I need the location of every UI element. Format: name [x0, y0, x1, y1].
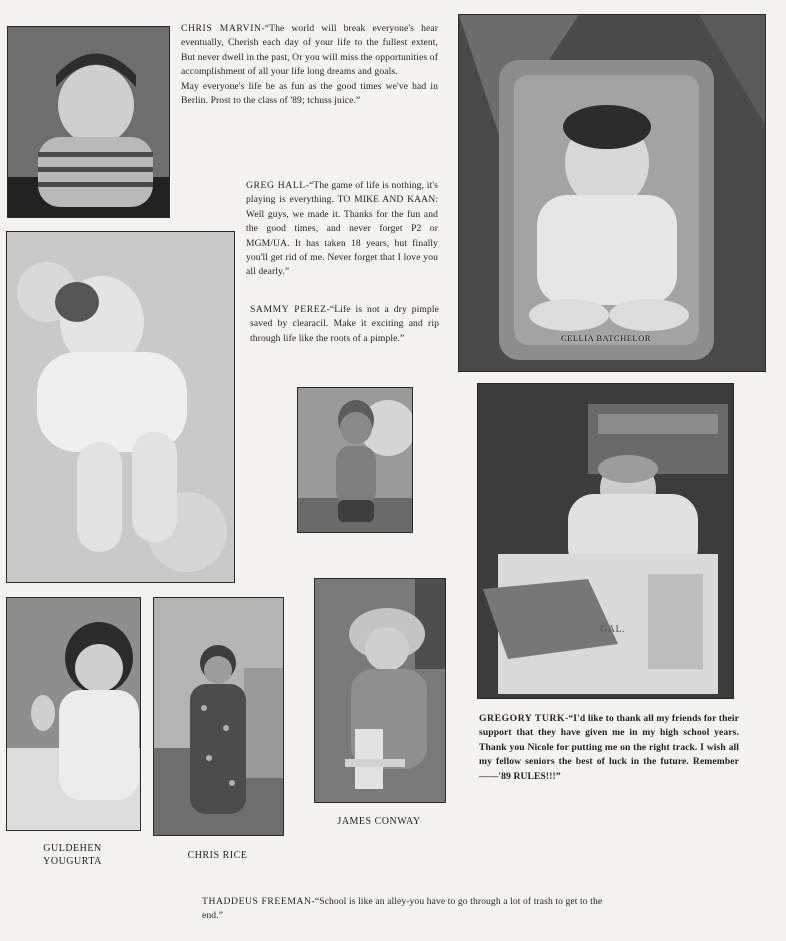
baby-on-blanket-image	[7, 232, 234, 582]
quote-gregory-turk	[479, 712, 739, 784]
photo-chris-marvin	[7, 26, 170, 218]
quote-chris-marvin	[181, 22, 438, 108]
shirtless-toddler-image	[298, 388, 412, 532]
photo-chris-rice	[153, 597, 284, 836]
caption-cellia-batchelor: CELLIA BATCHELOR	[561, 333, 651, 343]
caption-line: GULDEHEN	[43, 843, 102, 854]
photo-sammy-perez	[297, 387, 413, 533]
child-in-box-image	[478, 384, 733, 698]
quote-text: -“The world will break everyone's hear eventually, Cherish each day of your life to the fullest extent, But never dwell in the past, Or you will miss the opportunities of accomplishment of all your life long dreams and goals.	[181, 23, 438, 78]
student-name: CHRIS MARVIN	[181, 23, 262, 34]
photo-baby-on-blanket	[6, 231, 235, 583]
quote-sammy-perez	[250, 303, 439, 346]
caption-guldehen-yougurta	[20, 842, 125, 868]
quote-thaddeus-freeman	[202, 895, 622, 924]
quote-text: -“Life is not a dry pimple saved by clearacil. Make it exciting and rip through life like the roots of a pimple.”	[250, 304, 440, 344]
toddler-with-hat-image	[315, 579, 445, 802]
baby-in-wicker-chair-image	[459, 15, 765, 371]
caption-james-conway: JAMES CONWAY	[337, 816, 421, 827]
photo-guldehen-yougurta	[6, 597, 141, 831]
toddler-in-cap-image	[8, 27, 169, 217]
student-name: GREGORY TURK	[479, 713, 566, 724]
quote-greg-hall	[246, 179, 438, 280]
photo-james-conway	[314, 578, 446, 803]
toddler-in-white-dress-image	[7, 598, 140, 830]
quote-text: -“The game of life is nothing, it's playing is everything. TO MIKE AND KAAN: Well guys, we made it. Thanks for the fun and the good times, and never forget P2 or MGM/UA. It has taken 18 years, but finally you'll get rid of me. Never forget that I love you all dearly.”	[246, 180, 438, 278]
box-label-text: GAL.	[600, 624, 626, 635]
photo-gregory-turk	[477, 383, 734, 699]
photo-cellia-batchelor	[458, 14, 766, 372]
caption-line: YOUGURTA	[43, 856, 102, 867]
student-name: GREG HALL	[246, 180, 306, 191]
caption-chris-rice: CHRIS RICE	[187, 850, 248, 861]
student-name: SAMMY PEREZ	[250, 304, 327, 315]
quote-text-continued: May everyone's life be as fun as the good times we've had in Berlin. Prost to the class of '89; tchuss juice.”	[181, 80, 438, 107]
quote-text: -“I'd like to thank all my friends for their support that they have given me in my high school years. Thank you Nicole for putting me on the right track. I wish all my fellow seniors the best of luck in the future. Remember——'89 RULES!!!”	[479, 713, 739, 782]
toddler-in-pajamas-image	[154, 598, 283, 835]
quote-text: -“School is like an alley-you have to go through a lot of trash to get to the end.”	[202, 896, 603, 922]
student-name: THADDEUS FREEMAN	[202, 896, 312, 907]
